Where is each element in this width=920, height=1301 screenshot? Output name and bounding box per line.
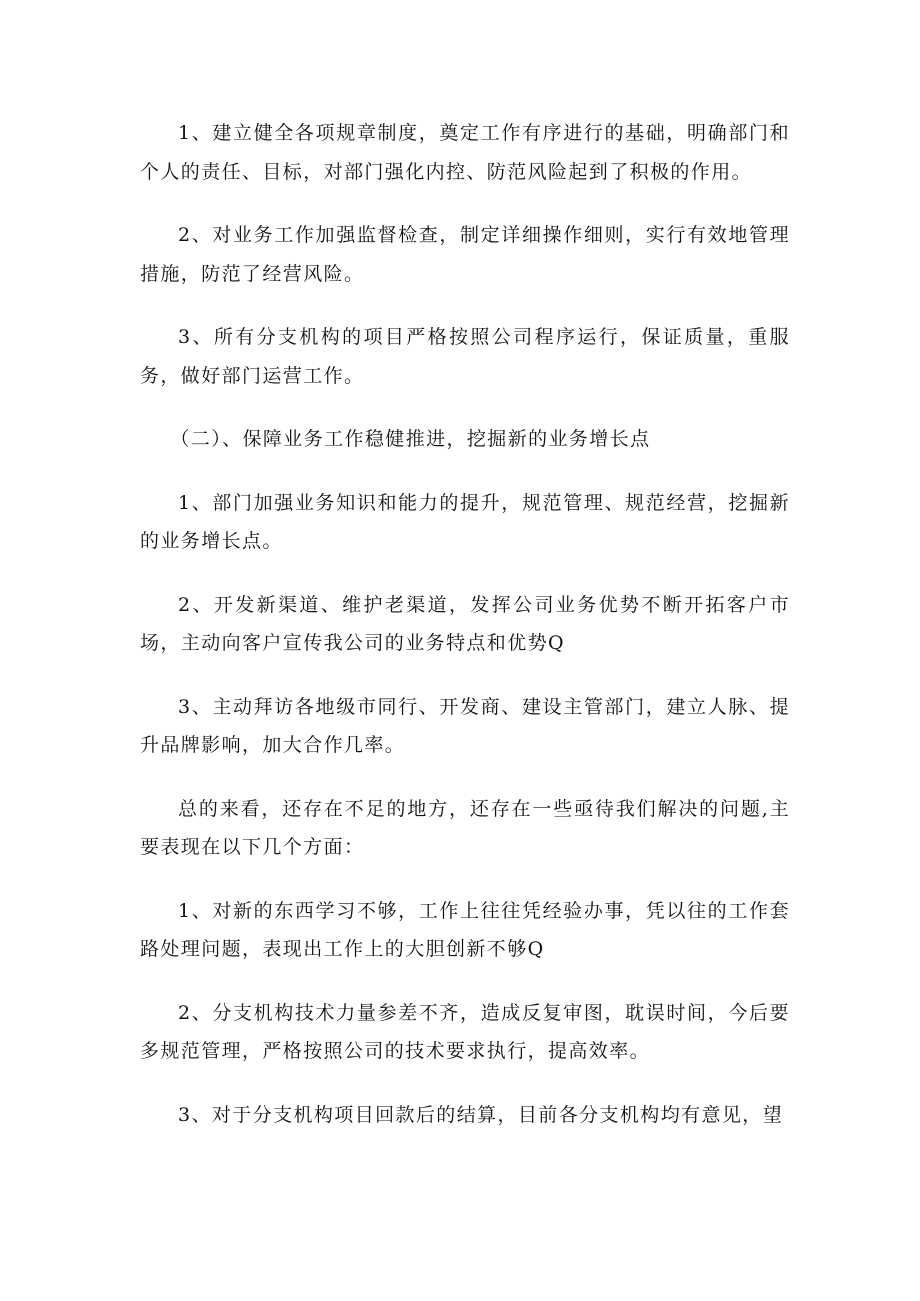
paragraph-supervision: 2、对业务工作加强监督检查，制定详细操作细则，实行有效地管理措施，防范了经营风险。 — [140, 224, 790, 285]
paragraph-rules-system: 1、建立健全各项规章制度，奠定工作有序进行的基础，明确部门和个人的责任、目标，对部门强化内控、防范风险起到了积极的作用。 — [140, 122, 790, 183]
document-body — [140, 114, 790, 1159]
paragraph-branch-projects: 3、所有分支机构的项目严格按照公司程序运行，保证质量，重服务，做好部门运营工作。 — [140, 326, 790, 387]
paragraph-channel-development: 2、开发新渠道、维护老渠道，发挥公司业务优势不断开拓客户市场，主动向客户宣传我公司的业务特点和优势Q — [140, 593, 790, 654]
paragraph-visits-cooperation: 3、主动拜访各地级市同行、开发商、建设主管部门，建立人脉、提升品牌影响，加大合作几率。 — [140, 695, 790, 756]
paragraph-knowledge-improvement: 1、部门加强业务知识和能力的提升，规范管理、规范经营，挖掘新的业务增长点。 — [140, 491, 790, 552]
paragraph-shortcomings-summary: 总的来看，还存在不足的地方，还存在一些亟待我们解决的问题,主要表现在以下几个方面： — [140, 797, 790, 858]
section-heading-business-growth: （二）、保障业务工作稳健推进，挖掘新的业务增长点 — [170, 428, 651, 450]
paragraph-learning-innovation: 1、对新的东西学习不够，工作上往往凭经验办事，凭以往的工作套路处理问题，表现出工作上的大胆创新不够Q — [140, 899, 790, 960]
paragraph-technical-strength: 2、分支机构技术力量参差不齐，造成反复审图，耽误时间，今后要多规范管理，严格按照公司的技术要求执行，提高效率。 — [140, 1001, 790, 1062]
paragraph-settlement: 3、对于分支机构项目回款后的结算，目前各分支机构均有意见，望 — [178, 1103, 784, 1126]
